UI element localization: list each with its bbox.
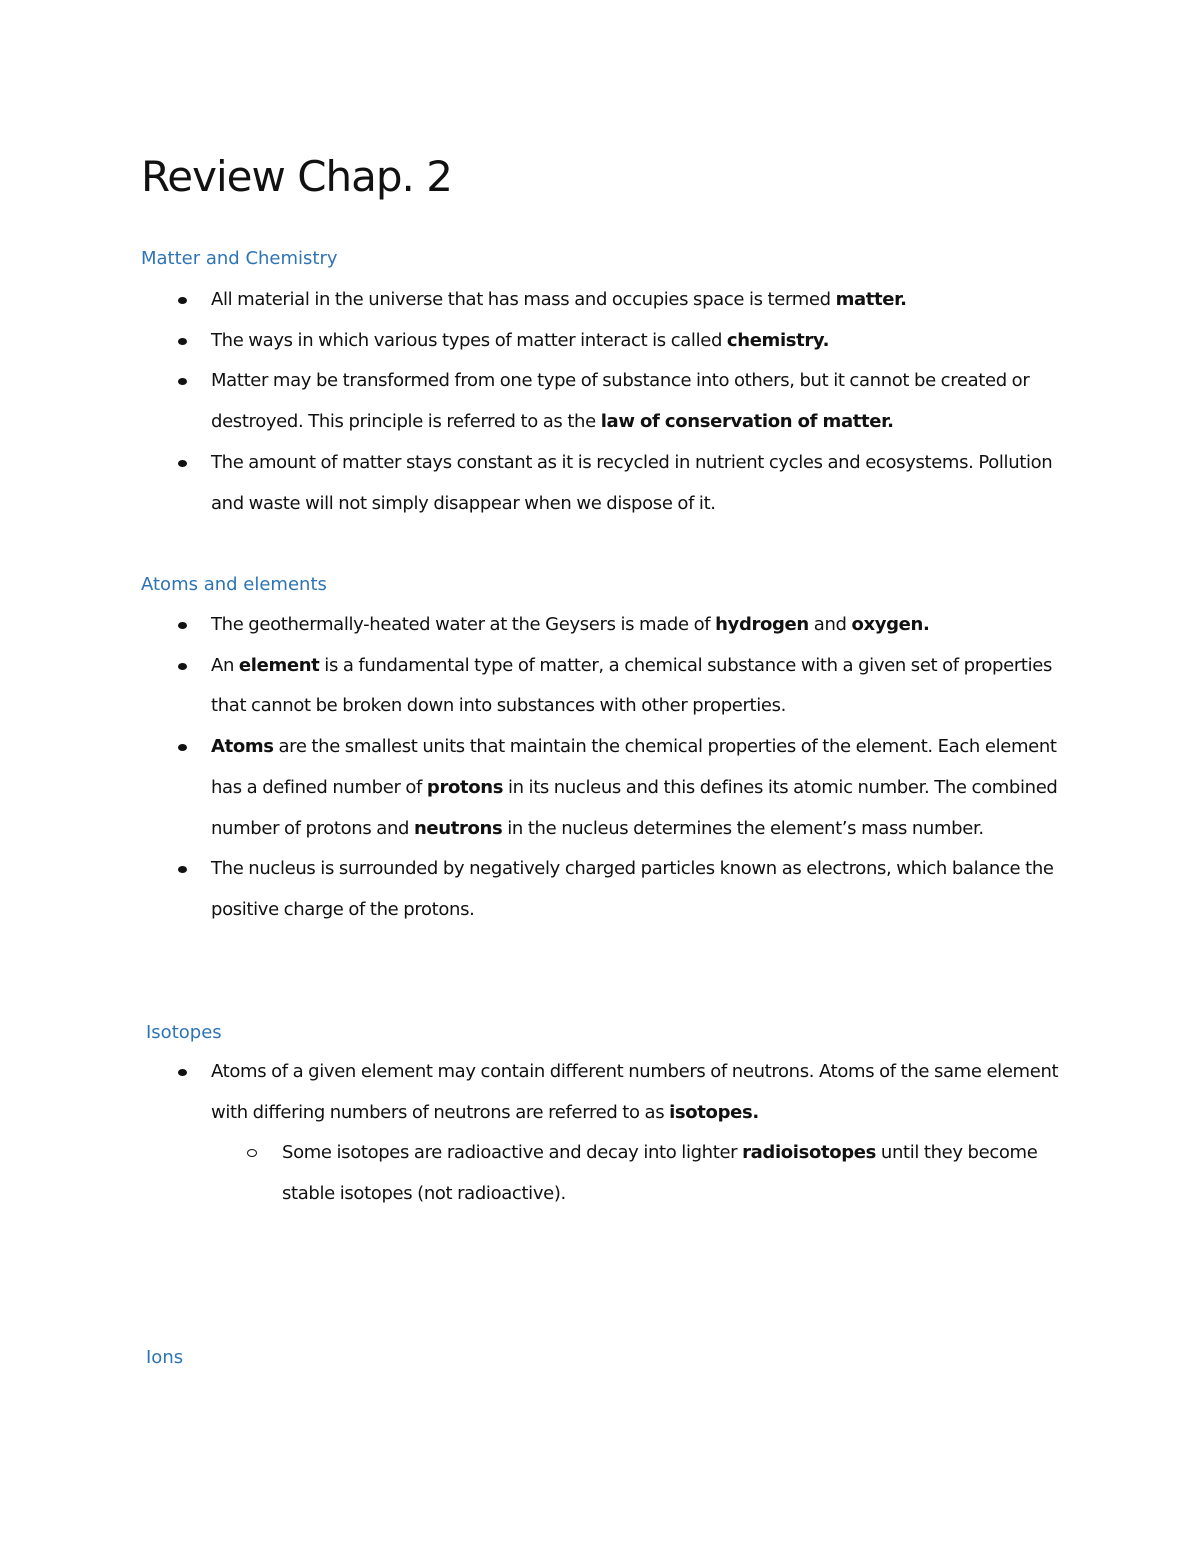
page-title: Review Chap. 2 — [141, 152, 452, 201]
text-run: are the smallest units that maintain the chemical properties of the element. Each element has a defined number of — [211, 736, 1057, 798]
text-run: Some isotopes are radioactive and decay into lighter — [282, 1142, 743, 1164]
text-run: An — [211, 654, 239, 676]
bullet-list-matter-and-chemistry — [0, 280, 1071, 524]
text-run: in the nucleus determines the element’s mass number. — [502, 817, 984, 839]
bold-term: matter. — [835, 289, 907, 310]
bold-term: chemistry. — [726, 329, 830, 351]
text-run: in its nucleus and this defines its atomic number. The combined number of protons and — [211, 776, 1058, 839]
hollow-bullet-icon — [247, 1149, 257, 1157]
list-item — [0, 727, 1071, 849]
bold-term: isotopes. — [669, 1101, 759, 1123]
list-item-text — [211, 858, 1054, 920]
sub-list-item — [0, 1133, 1072, 1214]
bullet-list-atoms-and-elements — [0, 605, 1071, 931]
bullet-icon — [178, 338, 187, 345]
text-run: Atoms of a given element may contain different numbers of neutrons. Atoms of the same element with differing numbers of neutrons are referred to as — [211, 1061, 1059, 1123]
bullet-icon — [178, 866, 187, 873]
section-heading-isotopes: Isotopes — [146, 1022, 222, 1043]
bold-term: law of conservation of matter. — [600, 411, 894, 433]
bullet-icon — [178, 297, 187, 304]
text-run: is a fundamental type of matter, a chemical substance with a given set of properties that cannot be broken down into substances with other properties. — [211, 654, 1052, 717]
bullet-icon — [178, 622, 187, 629]
bullet-icon — [178, 460, 187, 467]
bold-term: oxygen. — [851, 614, 930, 635]
bullet-icon — [178, 663, 187, 670]
text-run: and — [808, 614, 852, 635]
text-run: Matter may be transformed from one type of substance into others, but it cannot be created or destroyed. This principle is referred to as the — [211, 370, 1030, 433]
text-run: The nucleus is surrounded by negatively charged particles known as electrons, which balance the positive charge of the protons. — [211, 858, 1054, 920]
list-item-text — [211, 330, 829, 351]
list-item — [0, 321, 1071, 362]
list-item-text — [211, 736, 1058, 838]
bold-term: neutrons — [413, 817, 503, 839]
bullet-icon — [178, 1069, 187, 1076]
list-item — [0, 443, 1071, 524]
list-item-text — [211, 1061, 1058, 1123]
list-item-text — [282, 1142, 1037, 1204]
bold-term: hydrogen — [715, 614, 809, 635]
list-item-text — [211, 614, 929, 635]
list-item-text — [211, 370, 1029, 432]
bold-term: radioisotopes — [742, 1142, 877, 1164]
bold-term: Atoms — [211, 736, 274, 758]
section-heading-ions: Ions — [146, 1347, 184, 1368]
text-run: The amount of matter stays constant as it is recycled in nutrient cycles and ecosystems. Pollution and waste will not simply disappear when we dispose of it. — [211, 451, 1053, 514]
section-heading-matter-and-chemistry: Matter and Chemistry — [141, 248, 338, 269]
list-item-text — [211, 655, 1052, 717]
list-item — [0, 1052, 1071, 1133]
bold-term: element — [238, 654, 320, 676]
bold-term: protons — [426, 776, 504, 798]
list-item — [0, 849, 1071, 930]
list-item-text — [211, 452, 1052, 514]
bullet-icon — [178, 744, 187, 751]
text-run: All material in the universe that has mass and occupies space is termed — [211, 289, 836, 310]
list-item — [0, 361, 1071, 442]
text-run: The ways in which various types of matter interact is called — [211, 329, 727, 351]
list-item — [0, 280, 1071, 321]
text-run: The geothermally-heated water at the Geysers is made of — [211, 614, 716, 635]
bullet-list-isotopes — [0, 1052, 1072, 1215]
list-item — [0, 605, 1071, 646]
list-item — [0, 646, 1071, 727]
bullet-icon — [178, 378, 187, 385]
text-run: until they become stable isotopes (not radioactive). — [282, 1142, 1038, 1205]
list-item-text — [211, 289, 907, 310]
section-heading-atoms-and-elements: Atoms and elements — [141, 574, 327, 595]
